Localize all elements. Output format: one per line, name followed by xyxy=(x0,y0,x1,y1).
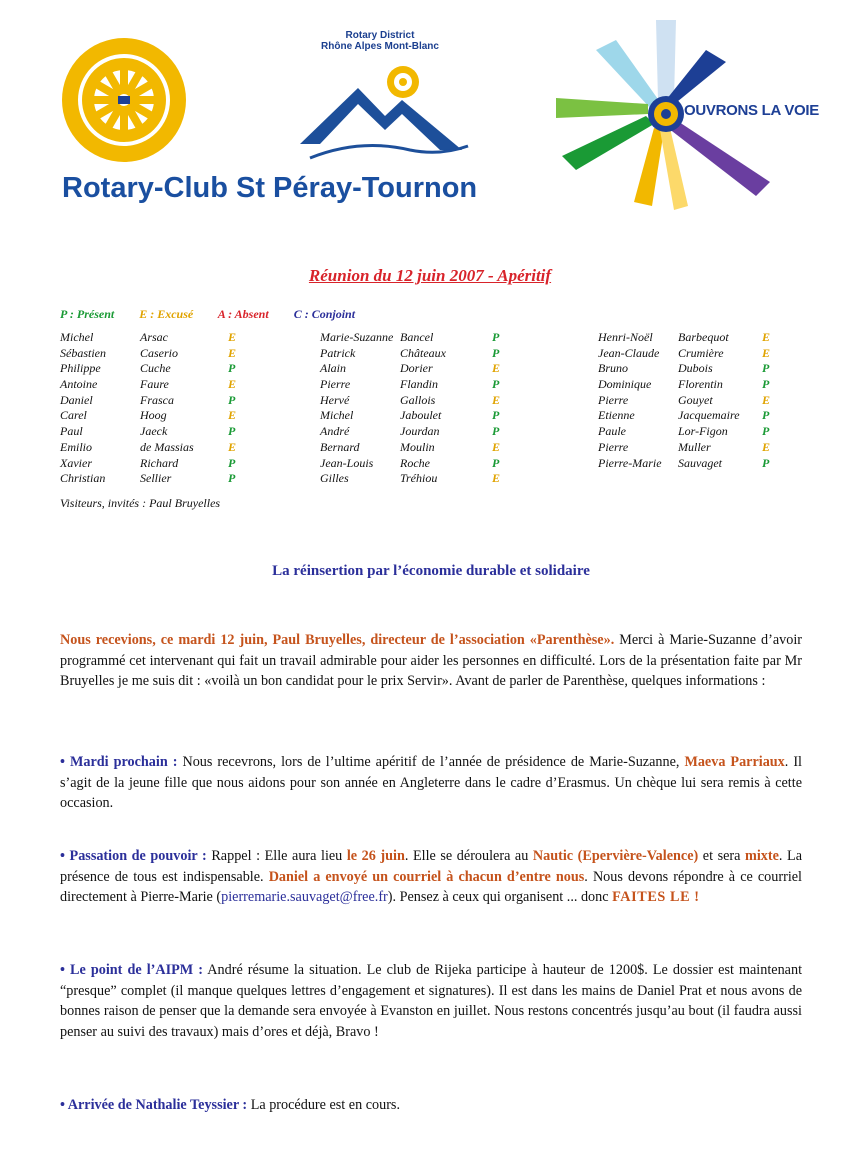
arrivee-label: • Arrivée de Nathalie Teyssier : xyxy=(60,1097,248,1113)
member-status: P xyxy=(762,424,770,439)
district-line2: Rhône Alpes Mont-Blanc xyxy=(321,41,439,52)
member-first-name: André xyxy=(320,424,350,439)
member-last-name: Frasca xyxy=(140,392,174,407)
member-last-name: Moulin xyxy=(400,439,435,454)
aipm-paragraph xyxy=(60,960,802,1042)
member-last-name: Arsac xyxy=(140,330,168,344)
attendance-column-2 xyxy=(320,330,520,487)
member-status: P xyxy=(762,361,770,376)
member-first-name: Pierre xyxy=(598,392,629,407)
member-status: E xyxy=(762,345,771,360)
member-last-name: Dubois xyxy=(678,361,713,376)
member-last-name: Roche xyxy=(400,455,430,470)
member-first-name: Philippe xyxy=(60,361,101,376)
legend-absent: A : Absent xyxy=(217,307,269,321)
member-last-name: Gouyet xyxy=(678,392,713,407)
member-status: E xyxy=(762,330,771,344)
member-last-name: Jaboulet xyxy=(400,408,442,423)
member-first-name: Christian xyxy=(60,471,106,486)
attendance-row xyxy=(320,330,520,346)
attendance-row xyxy=(598,456,798,472)
attendance-row xyxy=(60,408,260,424)
member-status: P xyxy=(762,408,770,423)
legend-present: P : Présent xyxy=(60,307,115,321)
attendance-row xyxy=(320,440,520,456)
attendance-row xyxy=(598,346,798,362)
member-last-name: Florentin xyxy=(678,377,723,392)
member-status: P xyxy=(492,377,500,392)
attendance-row xyxy=(320,471,520,487)
member-status: E xyxy=(492,392,501,407)
member-first-name: Paul xyxy=(60,424,83,439)
member-status: P xyxy=(492,330,500,344)
passation-label: • Passation de pouvoir : xyxy=(60,848,207,864)
member-last-name: Sauvaget xyxy=(678,455,722,470)
attendance-row xyxy=(598,361,798,377)
member-status: E xyxy=(228,439,237,454)
mardi-text-1: Nous recevrons, lors de l’ultime apéritif de l’année de présidence de Marie-Suzanne, xyxy=(177,754,685,770)
rotary-international-logo xyxy=(60,36,188,164)
member-last-name: Barbequot xyxy=(678,330,729,344)
member-last-name: Cuche xyxy=(140,361,171,376)
member-last-name: Jourdan xyxy=(400,424,440,439)
attendance-row xyxy=(60,393,260,409)
member-first-name: Pierre xyxy=(320,377,351,392)
attendance-row xyxy=(320,393,520,409)
attendance-column-1 xyxy=(60,330,260,487)
member-first-name: Jean-Claude xyxy=(598,345,660,360)
meeting-title: Réunion du 12 juin 2007 - Apéritif xyxy=(308,266,552,285)
member-status: P xyxy=(228,392,236,407)
passation-text-2: . Elle se déroulera au xyxy=(404,848,533,864)
member-last-name: Jacquemaire xyxy=(678,408,740,423)
member-last-name: de Massias xyxy=(140,439,194,454)
member-first-name: Henri-Noël xyxy=(598,330,653,344)
intro-lead: Nous recevions, ce mardi 12 juin, Paul Bruyelles, directeur de l’association «Parenthèse». xyxy=(60,632,615,648)
passation-text-4: . La présence de tous est indispensable. xyxy=(60,848,803,885)
member-status: P xyxy=(492,345,500,360)
passation-text-3: et sera xyxy=(698,848,746,864)
legend-excused: E : Excusé xyxy=(139,307,194,321)
attendance-row xyxy=(60,346,260,362)
attendance-row xyxy=(598,424,798,440)
attendance-row xyxy=(320,377,520,393)
member-status: P xyxy=(762,377,770,392)
member-last-name: Caserio xyxy=(140,345,179,360)
member-first-name: Sébastien xyxy=(60,345,106,360)
member-status: E xyxy=(492,439,501,454)
member-first-name: Hervé xyxy=(320,392,350,407)
member-status: E xyxy=(228,377,237,392)
member-last-name: Bancel xyxy=(400,330,434,344)
member-first-name: Bruno xyxy=(598,361,628,376)
member-status: P xyxy=(492,455,500,470)
passation-place: Nautic (Epervière-Valence) xyxy=(532,848,699,864)
attendance-row xyxy=(598,377,798,393)
passation-text-6: ). Pensez à ceux qui organisent ... donc xyxy=(387,889,613,905)
attendance-column-3 xyxy=(598,330,798,471)
attendance-row xyxy=(598,408,798,424)
attendance-row xyxy=(60,424,260,440)
section-title: La réinsertion par l’économie durable et solidaire xyxy=(272,563,590,579)
member-status: E xyxy=(762,439,771,454)
mardi-text-2: . Il s’agit de la jeune fille que nous aidons pour son année en Angleterre dans le cadre d’Erasmus. Un chèque lui sera remis à cette occasion. xyxy=(60,754,802,811)
mardi-name: Maeva Parriaux xyxy=(684,754,785,770)
passation-paragraph xyxy=(60,846,802,908)
member-status: P xyxy=(228,424,236,439)
member-first-name: Alain xyxy=(320,361,346,376)
member-last-name: Tréhiou xyxy=(400,471,438,486)
attendance-row xyxy=(60,377,260,393)
passation-daniel: Daniel a envoyé un courriel à chacun d’entre nous xyxy=(268,868,585,885)
member-first-name: Etienne xyxy=(598,408,635,423)
attendance-row xyxy=(320,408,520,424)
member-first-name: Antoine xyxy=(60,377,98,392)
attendance-row xyxy=(320,456,520,472)
member-first-name: Daniel xyxy=(60,392,93,407)
member-status: E xyxy=(492,471,501,486)
attendance-row xyxy=(60,361,260,377)
intro-text: Merci à Marie-Suzanne d’avoir programmé cet intervenant qui fait un travail admirable pour aider les personnes en difficulté. Lors de la présentation faite par Mr Bruyelles je me suis dit : «voilà un bon candidat pour le prix Servir». Avant de parler de Parenthèse, quelques informations : xyxy=(60,632,802,689)
member-status: E xyxy=(228,345,237,360)
legend-spouse: C : Conjoint xyxy=(293,307,356,321)
member-first-name: Carel xyxy=(60,408,87,423)
passation-date: le 26 juin xyxy=(346,848,405,864)
member-last-name: Hoog xyxy=(140,408,167,423)
email-link[interactable]: pierremarie.sauvaget@free.fr xyxy=(221,889,388,905)
arrivee-paragraph xyxy=(60,1095,802,1116)
member-last-name: Lor-Figon xyxy=(678,424,728,439)
member-last-name: Gallois xyxy=(400,392,436,407)
attendance-row xyxy=(320,361,520,377)
mardi-paragraph xyxy=(60,752,802,814)
member-status: P xyxy=(228,471,236,486)
member-status: P xyxy=(492,408,500,423)
attendance-row xyxy=(598,393,798,409)
member-last-name: Richard xyxy=(140,455,179,470)
member-last-name: Crumière xyxy=(678,345,724,360)
member-status: P xyxy=(228,361,236,376)
aipm-label: • Le point de l’AIPM : xyxy=(60,962,203,978)
member-status: E xyxy=(492,361,501,376)
member-status: P xyxy=(492,424,500,439)
passation-faites: FAITES LE ! xyxy=(612,889,700,905)
passation-mixte: mixte xyxy=(745,848,779,864)
attendance-row xyxy=(320,346,520,362)
attendance-row xyxy=(598,330,798,346)
visitors-line: Visiteurs, invités : Paul Bruyelles xyxy=(60,496,221,510)
member-status: P xyxy=(762,455,770,470)
arrivee-text: La procédure est en cours. xyxy=(247,1097,400,1113)
legend xyxy=(60,307,377,322)
attendance-row xyxy=(60,471,260,487)
attendance-row xyxy=(320,424,520,440)
member-first-name: Gilles xyxy=(320,471,349,486)
member-first-name: Emilio xyxy=(60,439,92,454)
ouvrons-la-voie-text: OUVRONS LA VOIE xyxy=(684,102,819,119)
member-last-name: Jaeck xyxy=(140,424,168,439)
ouvrons-la-voie-logo xyxy=(556,20,819,210)
mardi-label: • Mardi prochain : xyxy=(60,754,178,770)
member-status: E xyxy=(228,330,237,344)
member-first-name: Pierre-Marie xyxy=(598,455,662,470)
member-first-name: Michel xyxy=(320,408,354,423)
district-logo xyxy=(290,26,470,166)
member-status: E xyxy=(762,392,771,407)
attendance-row xyxy=(60,440,260,456)
member-first-name: Dominique xyxy=(598,377,652,392)
member-first-name: Pierre xyxy=(598,439,629,454)
member-last-name: Sellier xyxy=(140,471,172,486)
aipm-text: André résume la situation. Le club de Rijeka participe à hauteur de 1200$. Le dossier est maintenant “presque” complet (il manque quelques lettres d’engagement et signatures). Il est dans les mains de Daniel Prat et nous avons de bonnes raison de penser que la demande sera envoyée à Evanston en juillet. Nous restons concentrés jusqu’au bout (il faudra aussi penser au suivi des travaux) mais d’ores et déjà, Bravo ! xyxy=(60,962,803,1040)
member-last-name: Flandin xyxy=(400,377,438,392)
member-first-name: Michel xyxy=(60,330,94,344)
member-last-name: Faure xyxy=(140,377,169,392)
member-first-name: Bernard xyxy=(320,439,360,454)
intro-paragraph xyxy=(60,630,802,692)
member-first-name: Patrick xyxy=(320,345,356,360)
attendance-row xyxy=(60,330,260,346)
member-first-name: Paule xyxy=(598,424,626,439)
passation-text-1: Rappel : Elle aura lieu xyxy=(206,848,347,864)
club-title: Rotary-Club St Péray-Tournon xyxy=(62,172,478,204)
member-first-name: Marie-Suzanne xyxy=(320,330,394,344)
passation-text-5: . Nous devons répondre à ce courriel directement à Pierre-Marie ( xyxy=(60,868,802,905)
member-status: P xyxy=(228,455,236,470)
member-first-name: Xavier xyxy=(60,455,92,470)
attendance-row xyxy=(598,440,798,456)
attendance-row xyxy=(60,456,260,472)
member-status: E xyxy=(228,408,237,423)
member-last-name: Châteaux xyxy=(400,345,446,360)
member-last-name: Dorier xyxy=(400,361,433,376)
member-last-name: Muller xyxy=(678,439,711,454)
member-first-name: Jean-Louis xyxy=(320,455,374,470)
district-line1: Rotary District xyxy=(345,30,415,41)
